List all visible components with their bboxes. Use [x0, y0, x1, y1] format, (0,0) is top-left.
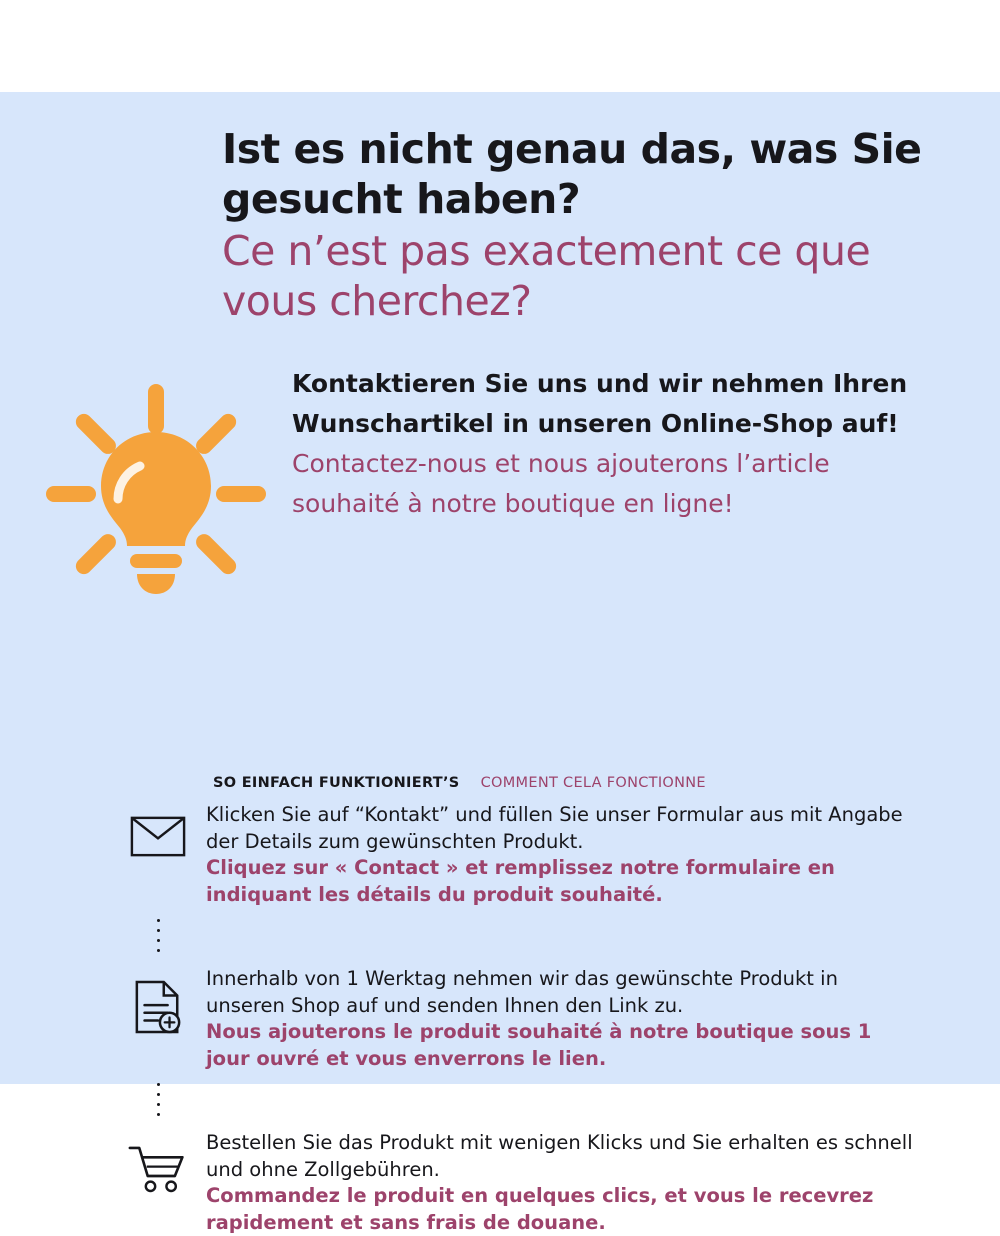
step-german: Bestellen Sie das Produkt mit wenigen Klicks und Sie erhalten es schnell und ohne Zollgebühren. [206, 1131, 913, 1181]
envelope-icon [110, 798, 206, 857]
step-text [206, 1126, 918, 1236]
step-french: Cliquez sur « Contact » et remplissez notre formulaire en indiquant les détails du produit souhaité. [206, 856, 835, 906]
steps-header-german: SO EINFACH FUNKTIONIERT’S [213, 775, 460, 791]
headline-block [222, 124, 962, 326]
step-german: Innerhalb von 1 Werktag nehmen wir das gewünschte Produkt in unseren Shop auf und senden Ihnen den Link zu. [206, 967, 838, 1017]
step-french: Commandez le produit en quelques clics, et vous le recevrez rapidement et sans frais de douane. [206, 1184, 874, 1234]
intro-french: Contactez-nous et nous ajouterons l’article souhaité à notre boutique en ligne! [292, 449, 830, 518]
list-item [0, 798, 1000, 908]
headline-german: Ist es nicht genau das, was Sie gesucht haben? [222, 125, 922, 224]
intro-text-block [292, 364, 932, 524]
steps-list [0, 798, 1000, 1236]
steps-header-french: COMMENT CELA FONCTIONNE [480, 775, 706, 791]
steps-header [213, 772, 706, 791]
list-item [0, 1126, 1000, 1236]
list-item [0, 962, 1000, 1072]
step-connector-dots [110, 908, 206, 962]
step-text [206, 962, 918, 1072]
shopping-cart-icon [110, 1126, 206, 1193]
headline-french: Ce n’est pas exactement ce que vous cherchez? [222, 227, 871, 326]
promo-banner [0, 92, 1000, 1234]
step-connector-dots [110, 1072, 206, 1126]
lightbulb-icon [36, 374, 276, 614]
intro-german: Kontaktieren Sie uns und wir nehmen Ihren Wunschartikel in unseren Online-Shop auf! [292, 369, 908, 438]
document-add-icon [110, 962, 206, 1034]
step-german: Klicken Sie auf “Kontakt” und füllen Sie unser Formular aus mit Angabe der Details zum gewünschten Produkt. [206, 803, 903, 853]
step-text [206, 798, 918, 908]
step-french: Nous ajouterons le produit souhaité à notre boutique sous 1 jour ouvré et vous enverrons le lien. [206, 1020, 872, 1070]
intro-row [0, 364, 1000, 644]
